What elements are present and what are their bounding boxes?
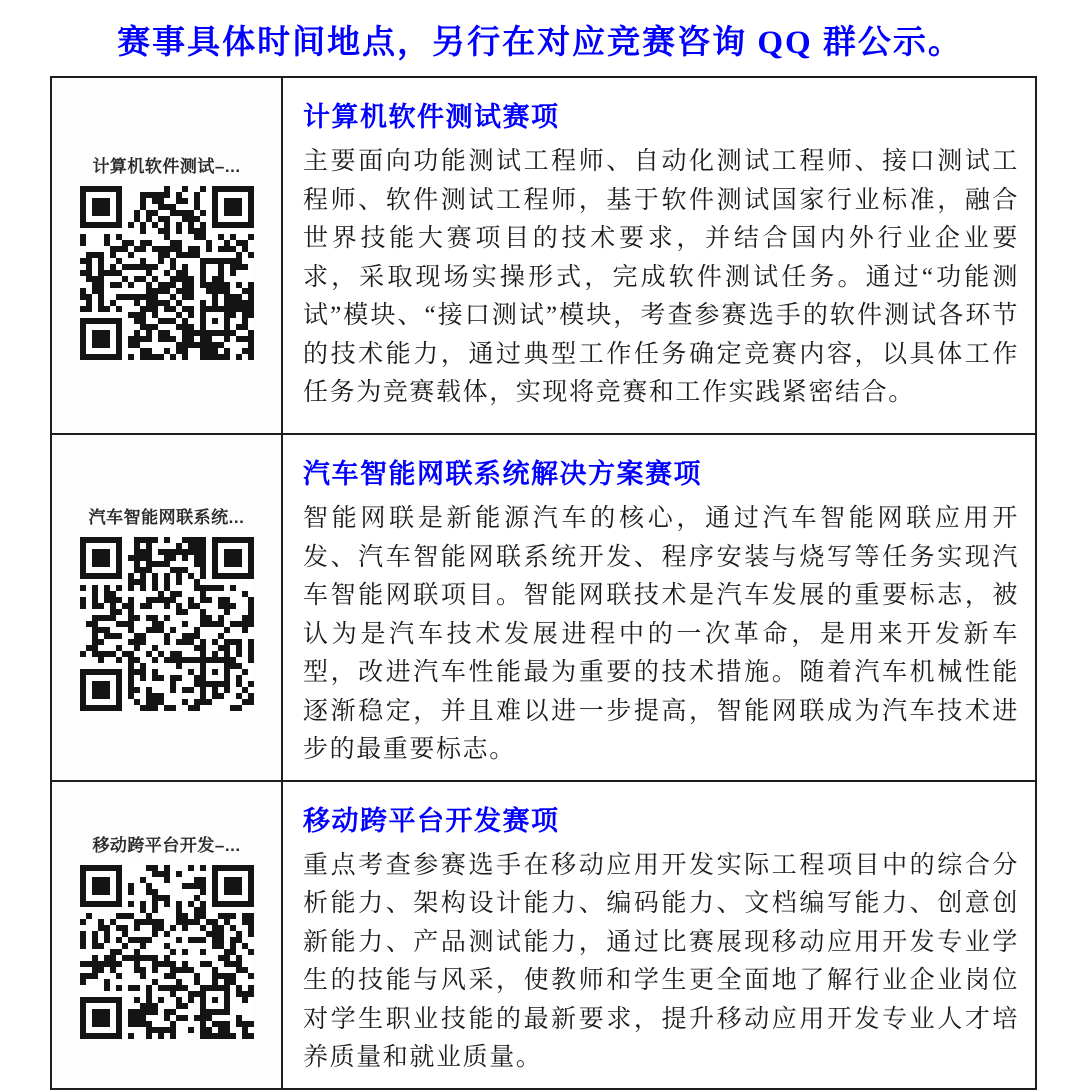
event-description: 主要面向功能测试工程师、自动化测试工程师、接口测试工程师、软件测试工程师，基于软件测试国家行业标准，融合世界技能大赛项目的技术要求，并结合国内外行业企业要求，采取现场实操形式，完成软件测试任务。通过“功能测试”模块、“接口测试”模块，考查参赛选手的软件测试各环节的技术能力，通过典型工作任务确定竞赛内容，以具体工作任务为竞赛载体，实现将竞赛和工作实践紧密结合。 [303,148,1019,406]
table-row-mobile-crossplatform [52,780,1035,1088]
qr-caption: 汽车智能网联系统... [88,508,245,528]
event-heading: 汽车智能网联系统解决方案赛项 [303,459,702,489]
event-description: 智能网联是新能源汽车的核心，通过汽车智能网联应用开发、汽车智能网联系统开发、程序安装与烧写等任务实现汽车智能网联项目。智能网联技术是汽车发展的重要标志，被认为是汽车技术发展进程中的一次革命，是用来开发新车型，改进汽车性能最为重要的技术措施。随着汽车机械性能逐渐稳定，并且难以进一步提高，智能网联成为汽车技术进步的最重要标志。 [303,505,1019,763]
qr-cell [52,782,281,1088]
table-row-software-testing [52,78,1035,433]
description-cell [281,782,1035,1088]
description-cell [281,435,1035,780]
qr-caption: 计算机软件测试–... [92,156,241,176]
qr-code-icon [80,537,254,711]
table-row-intelligent-vehicle [52,433,1035,780]
description-cell [281,78,1035,433]
qr-code-icon [80,186,254,360]
event-heading: 计算机软件测试赛项 [303,102,560,132]
competition-table [50,76,1037,1090]
event-heading: 移动跨平台开发赛项 [303,805,560,836]
qr-cell [52,78,281,433]
qr-caption: 移动跨平台开发–... [92,835,241,855]
qr-code-icon [80,865,254,1039]
event-description: 重点考查参赛选手在移动应用开发实际工程项目中的综合分析能力、架构设计能力、编码能力、文档编写能力、创意创新能力、产品测试能力，通过比赛展现移动应用开发专业学生的技能与风采，使教师和学生更全面地了解行业企业岗位对学生职业技能的最新要求，提升移动应用开发专业人才培养质量和就业质量。 [303,851,1019,1071]
page-title: 赛事具体时间地点，另行在对应竞赛咨询 QQ 群公示。 [117,25,963,61]
qr-cell [52,435,281,780]
